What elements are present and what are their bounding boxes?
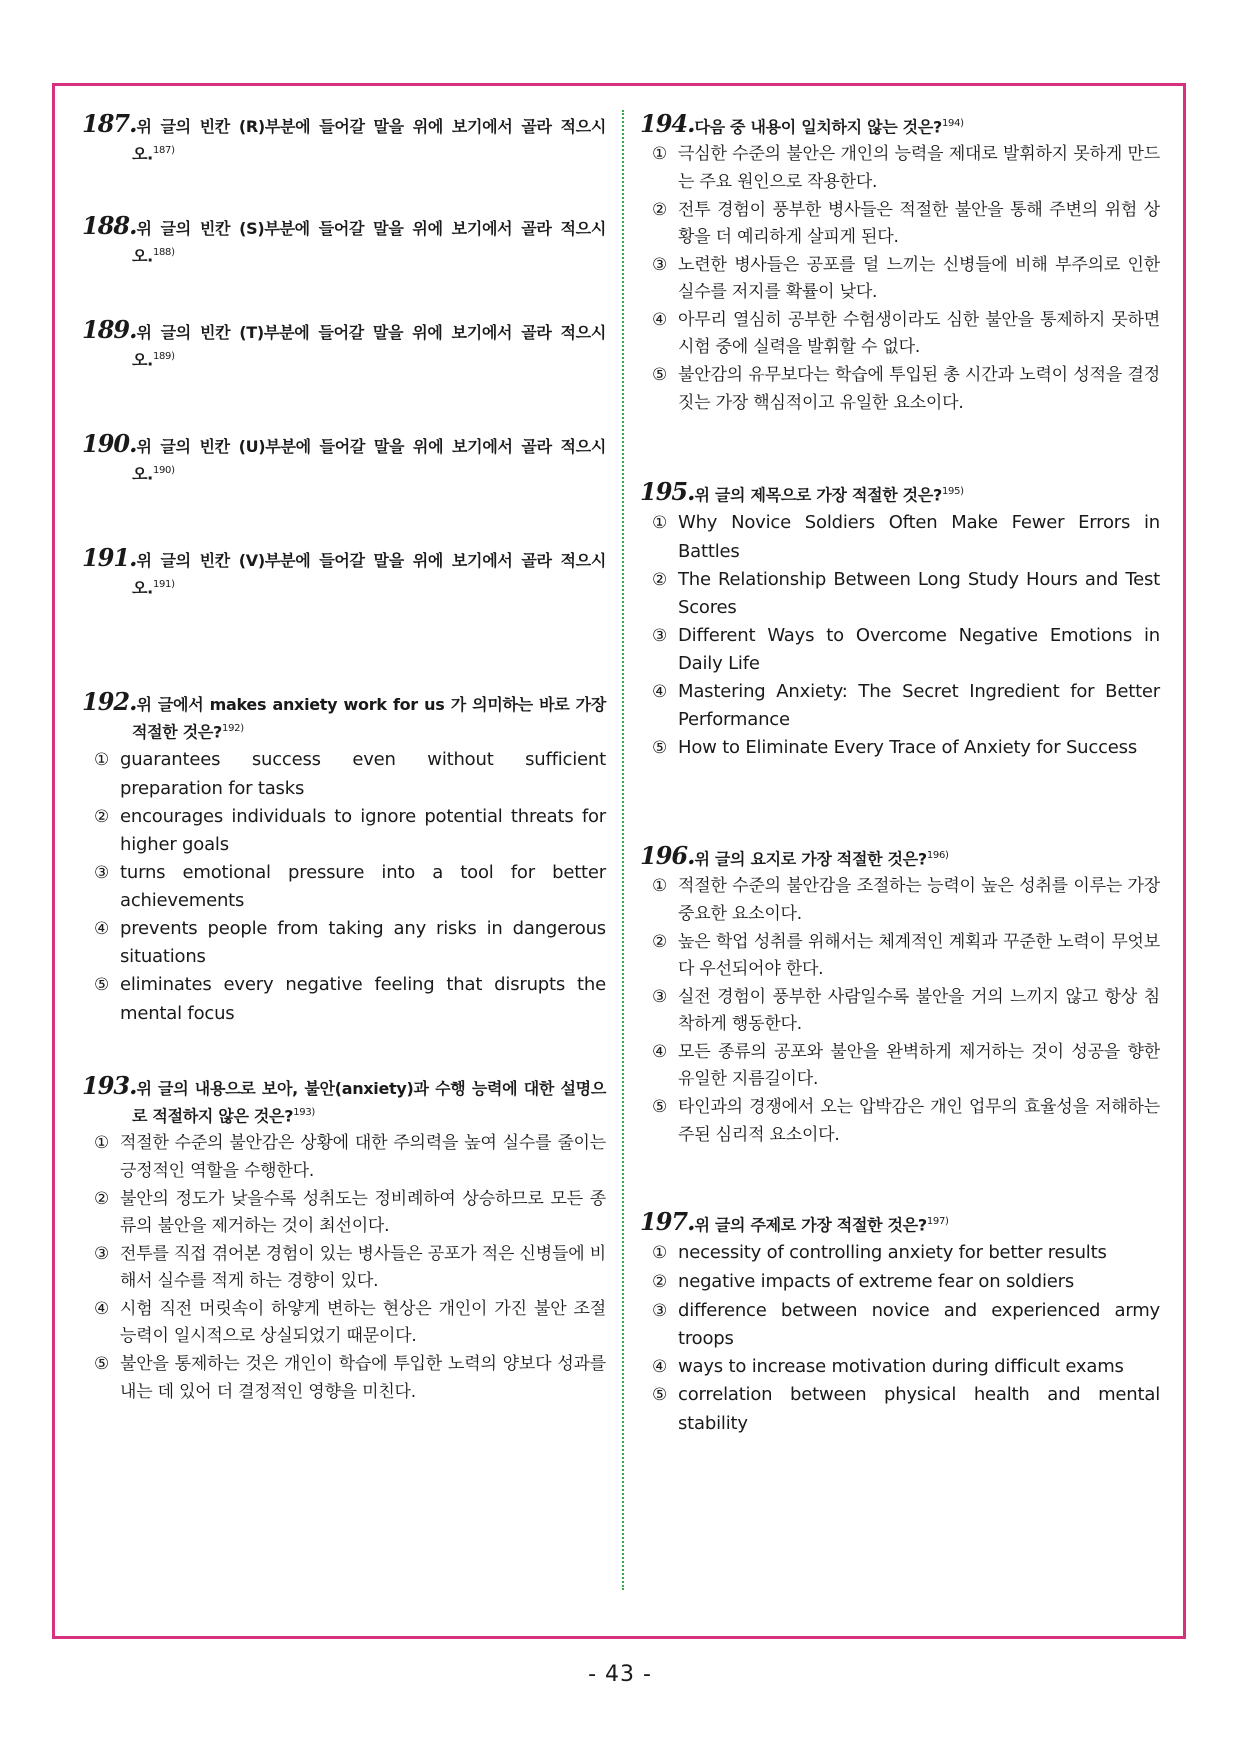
question-number: 190. [82,429,137,458]
option-5[interactable]: ⑤ 타인과의 경쟁에서 오는 압박감은 개인 업무의 효율성을 저해하는 주된 심리적 요소이다. [652,1097,1160,1145]
option-list [82,746,606,1027]
footnote-ref: 189) [152,351,175,362]
question-text: 위 글의 주제로 가장 적절한 것은? [694,1215,927,1235]
option-list [640,1239,1160,1437]
question-number: 193. [82,1071,137,1100]
option-2[interactable]: ② negative impacts of extreme fear on soldiers [652,1270,1075,1292]
option-1[interactable]: ① 극심한 수준의 불안은 개인의 능력을 제대로 발휘하지 못하게 만드는 주요 원인으로 작용한다. [652,144,1160,192]
question-number: 196. [640,841,695,871]
question-text: 다음 중 내용이 일치하지 않는 것은? [694,117,942,137]
option-5[interactable]: ⑤ 불안감의 유무보다는 학습에 투입된 총 시간과 노력이 성적을 결정짓는 가장 핵심적이고 유일한 요소이다. [652,365,1160,413]
option-5[interactable]: ⑤ correlation between physical health and mental stability [652,1384,1160,1434]
question-number: 188. [82,211,137,240]
question-text: 위 글의 빈칸 (T)부분에 들어갈 말을 위에 보기에서 골라 적으시오. [132,323,606,370]
question-number: 189. [82,315,137,344]
footnote-ref: 188) [152,247,175,258]
option-1[interactable]: ① necessity of controlling anxiety for better results [652,1242,1107,1264]
footnote-ref: 197) [926,1216,949,1227]
question-196 [640,841,1160,1149]
question-text: 위 글의 내용으로 보아, 불안(anxiety)과 수행 능력에 대한 설명으로 적절하지 않은 것은? [132,1079,606,1126]
question-text: 위 글의 빈칸 (V)부분에 들어갈 말을 위에 보기에서 골라 적으시오. [132,551,606,598]
option-2[interactable]: ② 전투 경험이 풍부한 병사들은 적절한 불안을 통해 주변의 위험 상황을 더 예리하게 살피게 된다. [652,199,1160,248]
question-194 [640,109,1160,417]
question-number: 187. [82,109,137,138]
question-text: 위 글의 요지로 가장 적절한 것은? [694,849,927,869]
footnote-ref: 192) [222,723,244,734]
option-4[interactable]: ④ 아무리 열심히 공부한 수험생이라도 심한 불안을 통제하지 못하면 시험 중에 실력을 발휘할 수 없다. [652,309,1160,358]
footnote-ref: 195) [941,486,964,497]
option-2[interactable]: ② encourages individuals to ignore potential threats for higher goals [94,805,606,856]
option-list [640,873,1160,1149]
question-187 [82,109,606,166]
question-192 [82,687,606,1027]
footnote-ref: 196) [926,850,949,861]
question-text: 위 글의 빈칸 (S)부분에 들어갈 말을 위에 보기에서 골라 적으시오. [132,219,606,266]
question-text: 위 글에서 makes anxiety work for us 가 의미하는 바로 가장 적절한 것은? [132,695,606,742]
option-list [640,141,1160,417]
footnote-ref: 190) [152,465,175,476]
option-2[interactable]: ② The Relationship Between Long Study Hours and Test Scores [652,568,1160,619]
option-4[interactable]: ④ Mastering Anxiety: The Secret Ingredient for Better Performance [652,680,1160,731]
option-4[interactable]: ④ ways to increase motivation during difficult exams [652,1355,1124,1377]
page-number: - 43 - [588,1662,652,1687]
question-193 [82,1071,606,1406]
question-text: 위 글의 빈칸 (R)부분에 들어갈 말을 위에 보기에서 골라 적으시오. [132,117,606,164]
option-3[interactable]: ③ 실전 경험이 풍부한 사람일수록 불안을 거의 느끼지 않고 항상 침착하게 행동한다. [652,986,1160,1035]
option-3[interactable]: ③ 노련한 병사들은 공포를 덜 느끼는 신병들에 비해 부주의로 인한 실수를 저지를 확률이 낮다. [652,254,1160,303]
option-5[interactable]: ⑤ How to Eliminate Every Trace of Anxiety for Success [652,737,1138,759]
question-188 [82,211,606,268]
question-191 [82,543,606,600]
question-190 [82,429,606,486]
question-number: 194. [640,109,695,139]
question-text: 위 글의 제목으로 가장 적절한 것은? [694,485,942,505]
question-195 [640,477,1160,763]
footnote-ref: 187) [152,145,175,156]
option-list [82,1130,606,1406]
option-1[interactable]: ① Why Novice Soldiers Often Make Fewer Errors in Battles [652,512,1160,562]
column-divider [622,110,624,1590]
option-1[interactable]: ① guarantees success even without sufficient preparation for tasks [94,749,606,799]
option-3[interactable]: ③ 전투를 직접 겪어본 경험이 있는 병사들은 공포가 적은 신병들에 비해서 실수를 적게 하는 경향이 있다. [94,1243,606,1292]
question-number: 195. [640,477,695,507]
question-189 [82,315,606,372]
option-3[interactable]: ③ turns emotional pressure into a tool for better achievements [94,861,606,912]
footnote-ref: 191) [152,579,175,590]
question-text: 위 글의 빈칸 (U)부분에 들어갈 말을 위에 보기에서 골라 적으시오. [132,437,606,484]
option-1[interactable]: ① 적절한 수준의 불안감을 조절하는 능력이 높은 성취를 이루는 가장 중요한 요소이다. [652,876,1160,924]
option-4[interactable]: ④ 모든 종류의 공포와 불안을 완벽하게 제거하는 것이 성공을 향한 유일한 지름길이다. [652,1041,1160,1090]
option-3[interactable]: ③ difference between novice and experienced army troops [652,1299,1160,1350]
option-3[interactable]: ③ Different Ways to Overcome Negative Emotions in Daily Life [652,624,1160,675]
footnote-ref: 193) [293,1107,315,1118]
option-4[interactable]: ④ 시험 직전 머릿속이 하얗게 변하는 현상은 개인이 가진 불안 조절 능력이 일시적으로 상실되었기 때문이다. [94,1298,606,1347]
option-1[interactable]: ① 적절한 수준의 불안감은 상황에 대한 주의력을 높여 실수를 줄이는 긍정적인 역할을 수행한다. [94,1133,606,1181]
option-2[interactable]: ② 높은 학업 성취를 위해서는 체계적인 계획과 꾸준한 노력이 무엇보다 우선되어야 한다. [652,931,1160,980]
option-5[interactable]: ⑤ eliminates every negative feeling that disrupts the mental focus [94,974,606,1024]
question-number: 197. [640,1207,695,1237]
option-5[interactable]: ⑤ 불안을 통제하는 것은 개인이 학습에 투입한 노력의 양보다 성과를 내는 데 있어 더 결정적인 영향을 미친다. [94,1354,606,1402]
footnote-ref: 194) [941,118,964,129]
option-list [640,509,1160,762]
question-197 [640,1207,1160,1437]
option-2[interactable]: ② 불안의 정도가 낮을수록 성취도는 정비례하여 상승하므로 모든 종류의 불안을 제거하는 것이 최선이다. [94,1188,606,1237]
question-number: 191. [82,543,137,572]
question-number: 192. [82,687,137,716]
option-4[interactable]: ④ prevents people from taking any risks in dangerous situations [94,917,606,968]
